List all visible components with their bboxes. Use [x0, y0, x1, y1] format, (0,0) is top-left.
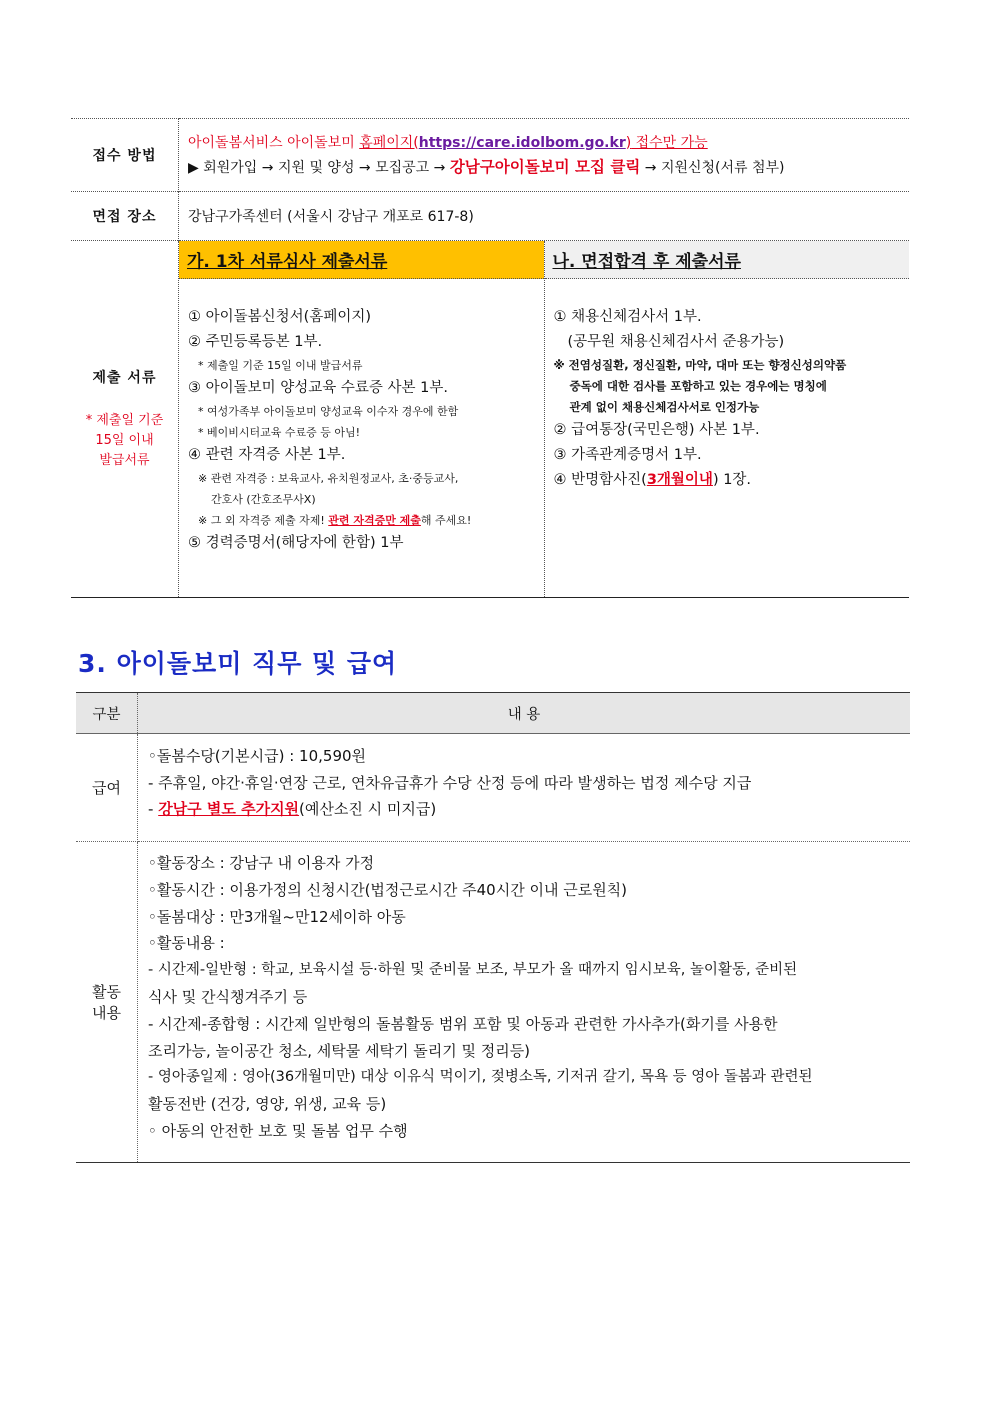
list-item: ④ 관련 자격증 사본 1부. [188, 447, 346, 463]
list-note: 간호사 (간호조무사X) [211, 493, 316, 506]
list-note: ※ 관련 자격증 : 보육교사, 유치원정교사, 초·중등교사, [198, 472, 459, 485]
activity-line: ◦활동내용 : [148, 934, 225, 953]
list-item: ③ 아이돌보미 양성교육 수료증 사본 1부. [188, 380, 448, 396]
list-item: ⑤ 경력증명서(해당자에 한함) 1부 [188, 535, 404, 551]
list-note: ※ 그 외 자격증 제출 자제! 관련 자격증만 제출해 주세요! [198, 514, 472, 527]
activity-line: ◦활동장소 : 강남구 내 이용자 가정 [148, 854, 375, 872]
activity-line: ◦ 아동의 안전한 보호 및 돌봄 업무 수행 [148, 1121, 408, 1140]
reception-content [179, 119, 910, 192]
activity-line: ◦돌봄대상 : 만3개월~만12세이하 아동 [148, 907, 406, 926]
pay-line: - 주휴일, 야간·휴일·연장 근로, 연차유급휴가 수당 산정 등에 따라 발생하는 법정 제수당 지급 [148, 773, 752, 792]
activity-content [138, 842, 911, 1163]
reception-row [71, 119, 909, 192]
interview-label: 면접 장소 [71, 192, 179, 241]
documents-row [71, 241, 909, 598]
interview-location: 강남구가족센터 (서울시 강남구 개포로 617-8) [179, 192, 910, 241]
activity-label: 활동 내용 [76, 842, 138, 1163]
post-interview-documents [544, 241, 910, 597]
documents-issue-note: * 제출일 기준 15일 이내 발급서류 [85, 413, 164, 468]
pay-line: ◦돌봄수당(기본시급) : 10,590원 [148, 747, 367, 765]
list-item: ① 아이돌봄신청서(홈페이지) [188, 309, 371, 325]
list-item: ④ 반명함사진(3개월이내) 1장. [553, 472, 752, 488]
activity-line: - 영아종일제 : 영아(36개월미만) 대상 이유식 먹이기, 젖병소독, 기저귀 갈기, 목욕 등 영아 돌봄과 관련된 [148, 1069, 813, 1086]
pay-line: - 강남구 별도 추가지원(예산소진 시 미지급) [148, 800, 437, 818]
homepage-link[interactable]: https://care.idolbom.go.kr [418, 134, 626, 151]
activity-line: - 시간제-일반형 : 학교, 보육시설 등·하원 및 준비물 보조, 부모가 올 때까지 임시보육, 놀이활동, 준비된 [148, 962, 798, 979]
list-note: 중독에 대한 검사를 포함하고 있는 경우에는 명칭에 [569, 379, 827, 393]
list-item: ① 채용신체검사서 1부. [553, 309, 702, 325]
documents-label-cell [71, 241, 179, 598]
duties-pay-table [76, 692, 910, 1163]
interview-row [71, 192, 909, 241]
first-round-documents [179, 241, 544, 597]
reception-line-1: 아이돌봄서비스 아이돌보미 홈페이지(https://care.idolbom.go.kr) 접수만 가능 [188, 134, 708, 151]
documents-content [179, 241, 910, 598]
documents-label: 제출 서류 [92, 370, 157, 386]
header-content: 내 용 [138, 693, 911, 734]
list-note: ※ 전염성질환, 정신질환, 마약, 대마 또는 향정신성의약품 [553, 358, 847, 372]
list-note: 관계 없이 채용신체검사서로 인정가능 [569, 400, 760, 414]
activity-line: 활동전반 (건강, 영양, 위생, 교육 등) [148, 1095, 387, 1114]
pay-content [138, 734, 911, 842]
header-category: 구분 [76, 693, 138, 734]
activity-line: 식사 및 간식챙겨주기 등 [148, 987, 308, 1006]
reception-label: 접수 방법 [71, 119, 179, 192]
table-header [76, 693, 910, 734]
list-item: ③ 가족관계증명서 1부. [553, 447, 702, 463]
activity-line: 조리가능, 놀이공간 청소, 세탁물 세탁기 돌리기 및 정리등) [148, 1041, 531, 1060]
list-item-sub: (공무원 채용신체검사서 준용가능) [567, 334, 785, 350]
list-item: ② 주민등록등본 1부. [188, 334, 323, 350]
list-note: * 여성가족부 아이돌보미 양성교육 이수자 경우에 한함 [198, 405, 459, 418]
pay-row [76, 734, 910, 842]
list-item: ② 급여통장(국민은행) 사본 1부. [553, 422, 760, 438]
pay-label: 급여 [76, 734, 138, 842]
reception-line-2: ▶ 회원가입 → 지원 및 양성 → 모집공고 → 강남구아이돌보미 모집 클릭 → 지원신청(서류 첨부) [188, 157, 785, 176]
post-interview-title: 나. 면접합격 후 제출서류 [545, 241, 910, 279]
activity-line: - 시간제-종합형 : 시간제 일반형의 돌봄활동 범위 포함 및 아동과 관련한 가사추가(화기를 사용한 [148, 1014, 778, 1033]
activity-line: ◦활동시간 : 이용가정의 신청시간(법정근로시간 주40시간 이내 근로원칙) [148, 880, 628, 899]
application-info-table [71, 118, 909, 598]
activity-row [76, 842, 910, 1163]
list-note: * 제출일 기준 15일 이내 발급서류 [198, 359, 363, 372]
section-title: 3. 아이돌보미 직무 및 급여 [78, 649, 398, 678]
list-note: * 베이비시터교육 수료증 등 아님! [198, 426, 361, 439]
first-round-title: 가. 1차 서류심사 제출서류 [179, 241, 544, 279]
